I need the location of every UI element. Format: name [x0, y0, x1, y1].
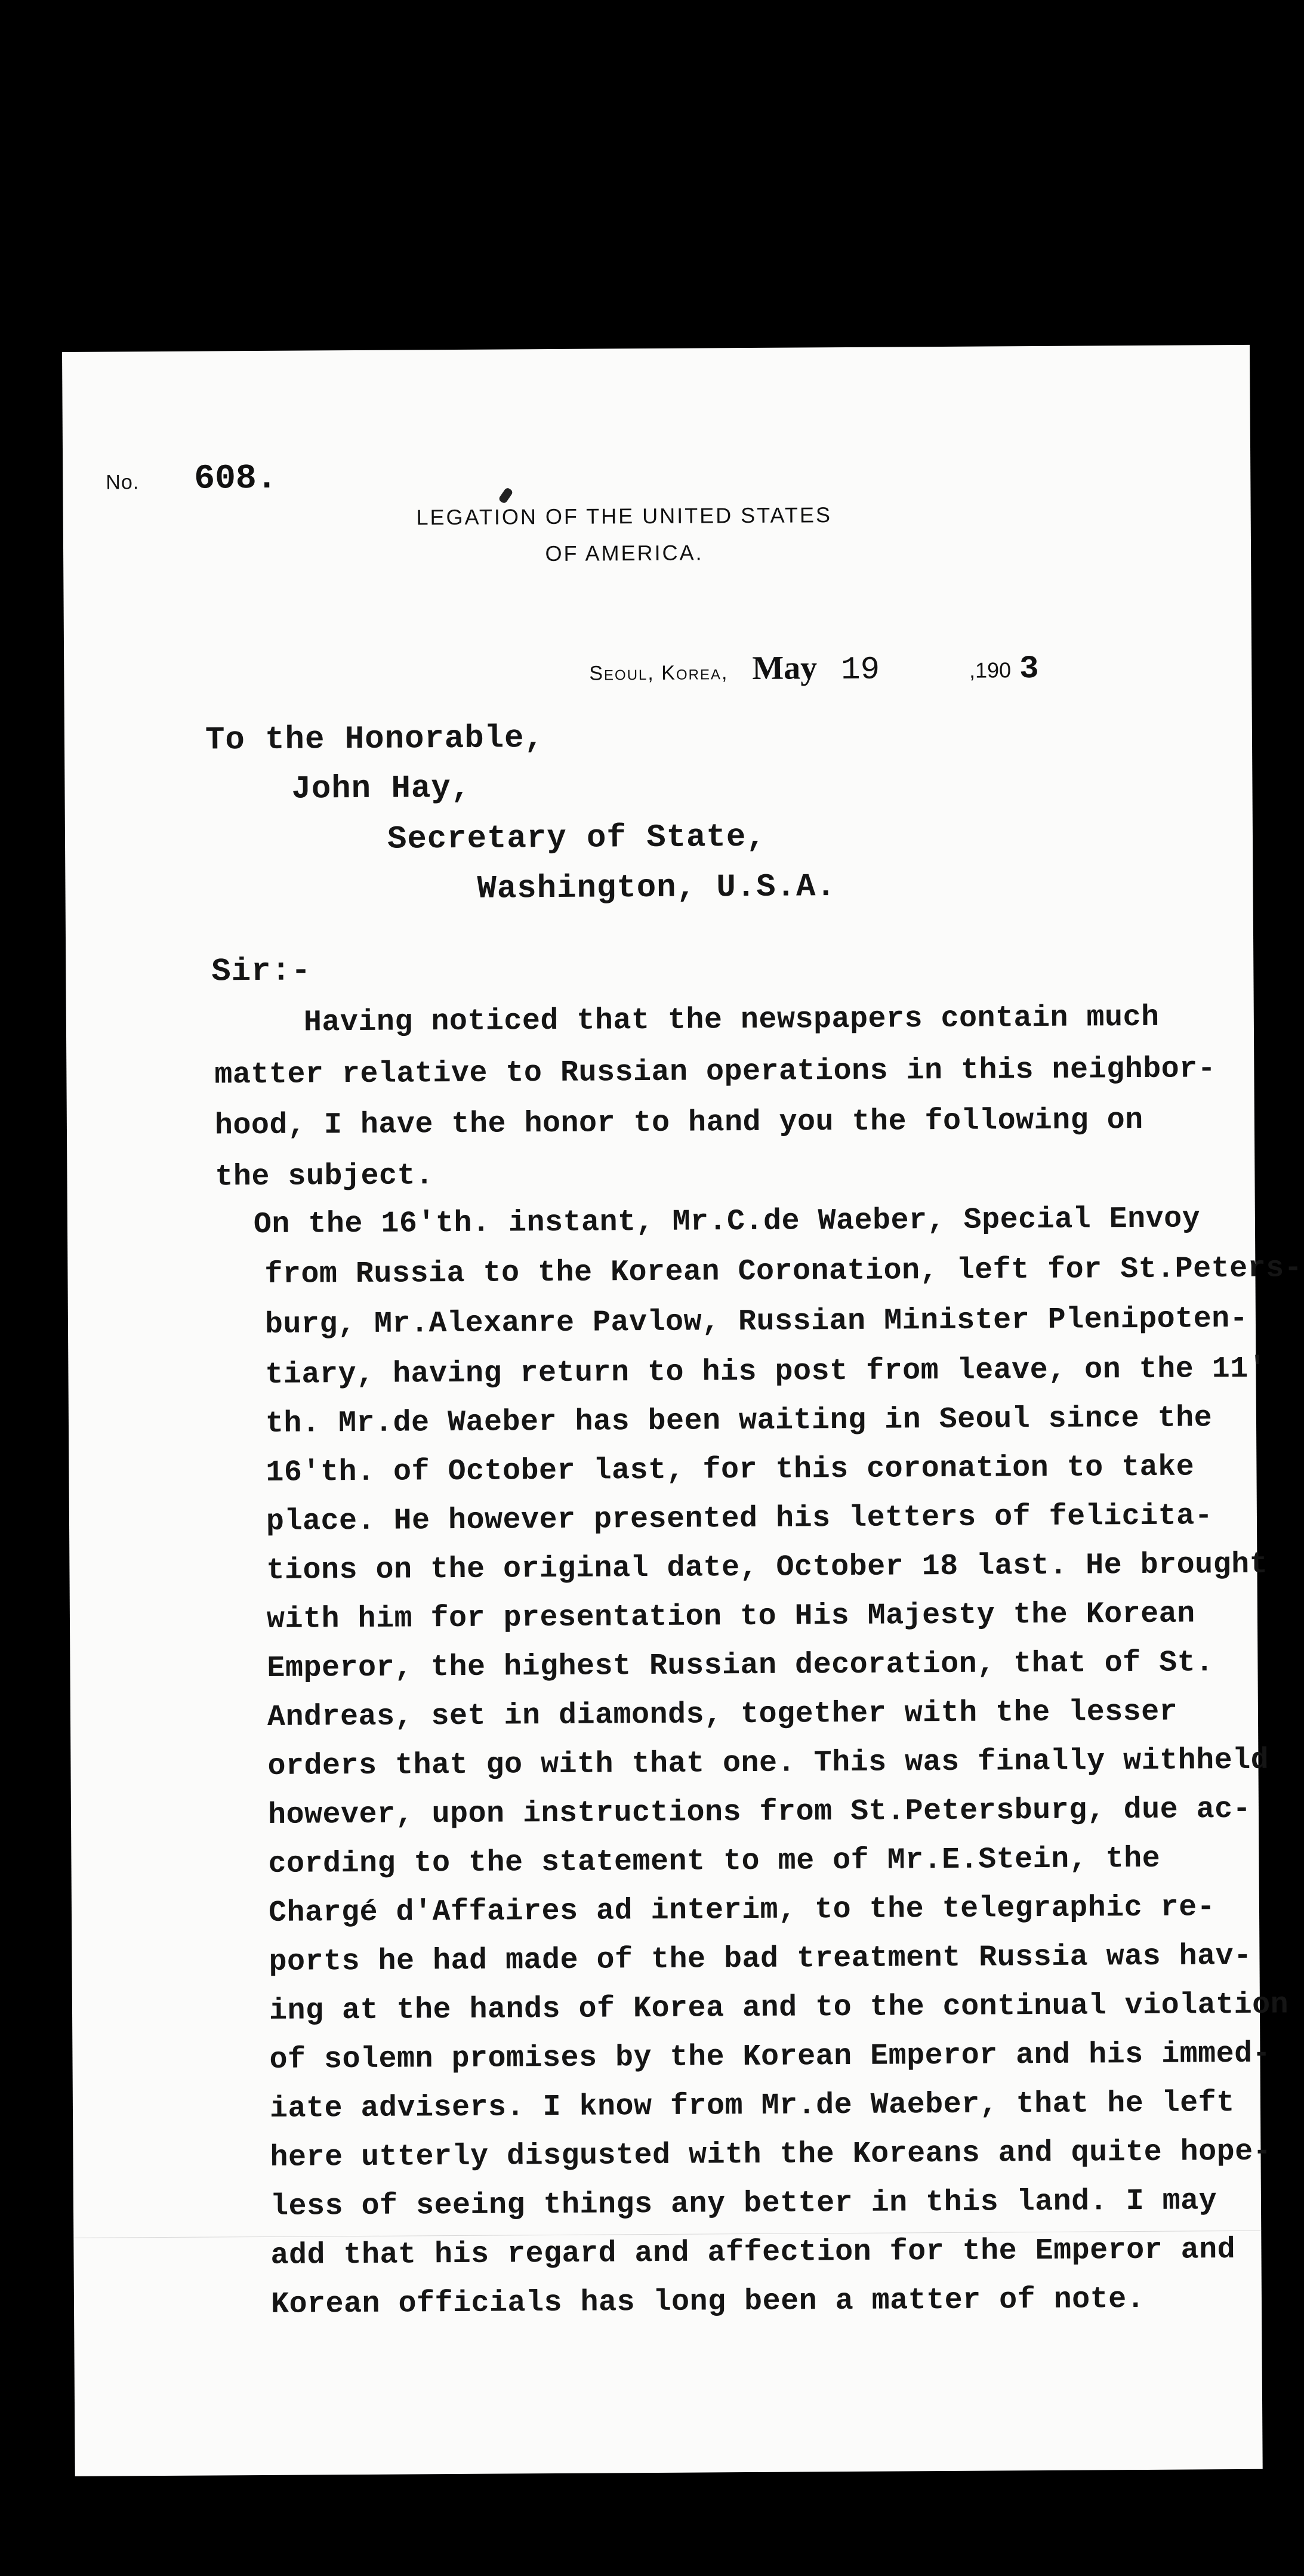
- body-line: Emperor, the highest Russian decoration, that of St.: [267, 1646, 1214, 1686]
- body-line: cording to the statement to me of Mr.E.Stein, the: [268, 1841, 1161, 1881]
- dateline: [589, 647, 1186, 690]
- letter-page: [62, 345, 1303, 2476]
- body-line: Korean officials has long been a matter of note.: [270, 2282, 1145, 2322]
- body-line: Having noticed that the newspapers contain much: [303, 1000, 1160, 1040]
- dateline-year-suffix: 3: [1019, 651, 1039, 688]
- body-line: On the 16'th. instant, Mr.C.de Waeber, Special Envoy: [253, 1202, 1201, 1242]
- dateline-year-prefix: ,190: [969, 658, 1012, 683]
- body-line: orders that go with that one. This was finally withheld: [267, 1743, 1269, 1784]
- letter-number: 608.: [194, 459, 278, 499]
- number-label: No.: [106, 471, 140, 494]
- dateline-place: Seoul, Korea,: [589, 661, 729, 685]
- body-line: tions on the original date, October 18 last. He brought: [266, 1547, 1268, 1588]
- body-line: the subject.: [215, 1159, 434, 1195]
- address-line: John Hay,: [291, 770, 471, 808]
- body-line: ing at the hands of Korea and to the continual violation: [269, 1988, 1289, 2028]
- address-line: Secretary of State,: [387, 819, 766, 858]
- body-line: with him for presentation to His Majesty the Korean: [266, 1597, 1195, 1637]
- body-line: Andreas, set in diamonds, together with the lesser: [267, 1695, 1178, 1735]
- body-line: hood, I have the honor to hand you the following on: [214, 1103, 1143, 1143]
- letterhead: [368, 496, 881, 573]
- dateline-day: 19: [841, 652, 880, 689]
- body-line: 16'th. of October last, for this coronation to take: [266, 1450, 1195, 1490]
- body-line: matter relative to Russian operations in this neighbor-: [214, 1052, 1216, 1093]
- body-line: here utterly disgusted with the Koreans and quite hope-: [270, 2134, 1272, 2175]
- address-line: Washington, U.S.A.: [477, 869, 836, 908]
- body-line: iate advisers. I know from Mr.de Waeber, that he left: [269, 2086, 1235, 2126]
- body-line: less of seeing things any better in this land. I may: [270, 2184, 1217, 2224]
- letterhead-line-2: OF AMERICA.: [545, 540, 704, 566]
- dateline-month: May: [752, 649, 818, 687]
- body-line: add that his regard and affection for the Emperor and: [270, 2233, 1236, 2273]
- body-line: however, upon instructions from St.Petersburg, due ac-: [267, 1792, 1251, 1832]
- salutation: Sir:-: [211, 953, 312, 991]
- body-line: of solemn promises by the Korean Emperor and his immed-: [269, 2037, 1271, 2077]
- address-line: To the Honorable,: [205, 720, 545, 759]
- body-line: ports he had made of the bad treatment Russia was hav-: [269, 1939, 1252, 1979]
- body-line: Chargé d'Affaires ad interim, to the telegraphic re-: [268, 1890, 1216, 1930]
- letterhead-line-1: LEGATION OF THE UNITED STATES: [416, 502, 833, 530]
- body-line: tiary, having return to his post from leave, on the 11': [265, 1352, 1267, 1392]
- body-line: burg, Mr.Alexanre Pavlow, Russian Minister Plenipoten-: [264, 1301, 1248, 1342]
- body-line: from Russia to the Korean Coronation, left for St.Peters-: [264, 1251, 1303, 1292]
- body-line: th. Mr.de Waeber has been waiting in Seoul since the: [265, 1401, 1213, 1441]
- body-line: place. He however presented his letters of felicita-: [266, 1499, 1213, 1539]
